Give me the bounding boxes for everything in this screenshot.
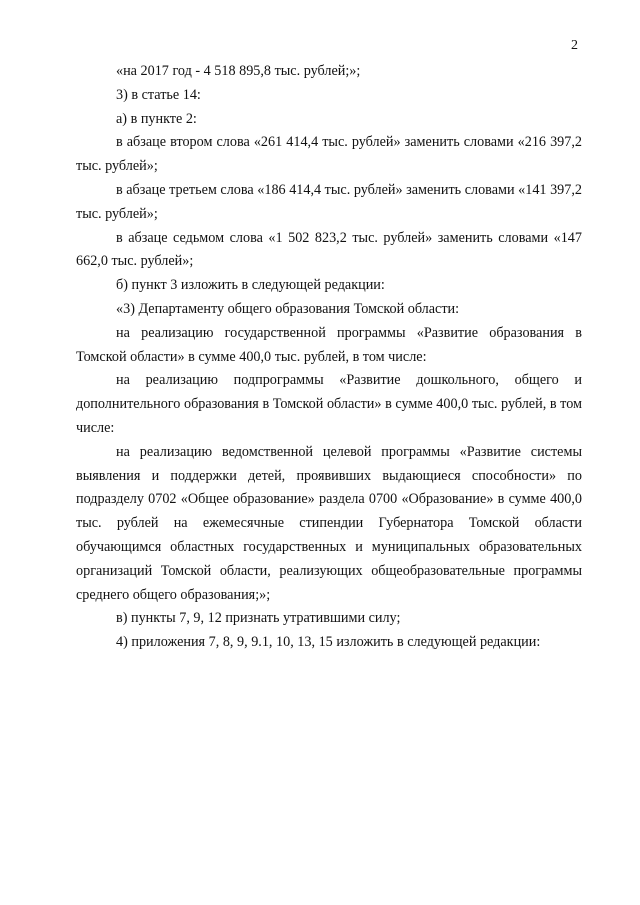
page-number: 2 xyxy=(571,38,578,53)
paragraph: в абзаце седьмом слова «1 502 823,2 тыс. рублей» заменить словами «147 662,0 тыс. рублей»; xyxy=(76,229,582,270)
paragraph: 4) приложения 7, 8, 9, 9.1, 10, 13, 15 изложить в следующей редакции: xyxy=(116,634,541,651)
paragraph: на реализацию государственной программы «Развитие образования в Томской области» в сумме 400,0 тыс. рублей, в том числе: xyxy=(76,324,582,365)
paragraph: на реализацию ведомственной целевой программы «Развитие системы выявления и поддержки детей, проявивших выдающиеся способности» по подразделу 0702 «Общее образование» раздела 0700 «Образование» в сумме 400,0 тыс. рублей на ежемесячные стипендии Губернатора Томской области обучающимся областных государственных и муниципальных образовательных организаций Томской области, реализующих общеобразовательные программы среднего общего образования;»; xyxy=(76,443,582,603)
paragraph: в абзаце третьем слова «186 414,4 тыс. рублей» заменить словами «141 397,2 тыс. рублей»; xyxy=(76,181,582,222)
paragraph: на реализацию подпрограммы «Развитие дошкольного, общего и дополнительного образования в Томской области» в сумме 400,0 тыс. рублей, в том числе: xyxy=(76,372,582,436)
paragraph: в) пункты 7, 9, 12 признать утратившими силу; xyxy=(116,610,401,627)
paragraph: б) пункт 3 изложить в следующей редакции: xyxy=(116,277,385,294)
document-body xyxy=(76,60,582,655)
paragraph: «на 2017 год - 4 518 895,8 тыс. рублей;»; xyxy=(116,63,361,79)
paragraph: а) в пункте 2: xyxy=(116,110,197,127)
paragraph: 3) в статье 14: xyxy=(116,86,201,103)
paragraph: в абзаце втором слова «261 414,4 тыс. рублей» заменить словами «216 397,2 тыс. рублей»; xyxy=(76,134,582,175)
paragraph: «3) Департаменту общего образования Томской области: xyxy=(116,300,460,317)
